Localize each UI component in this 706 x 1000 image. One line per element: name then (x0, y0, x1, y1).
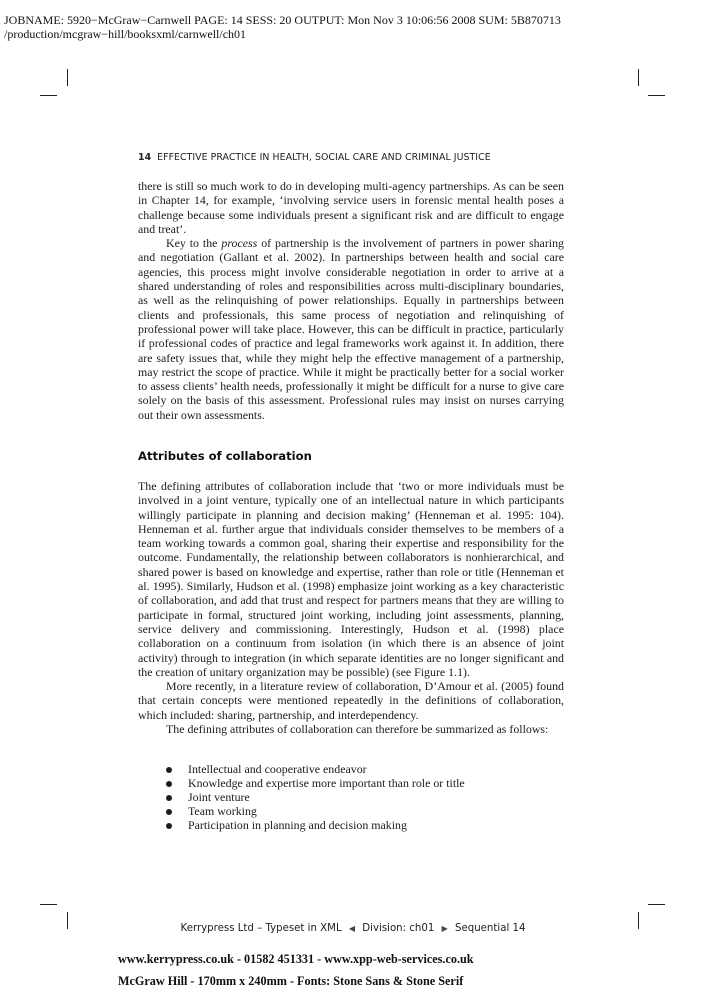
body-upper (138, 179, 564, 422)
crop-mark-top-right-h (648, 95, 665, 96)
section-heading: Attributes of collaboration (138, 449, 312, 463)
paragraph-5: The defining attributes of collaboration can therefore be summarized as follows: (166, 722, 549, 737)
running-head (138, 152, 491, 163)
list-item-text: Participation in planning and decision making (188, 817, 407, 832)
crop-mark-top-left-h (40, 95, 57, 96)
job-header (4, 13, 694, 41)
list-item (166, 777, 465, 791)
list-item-text: Team working (188, 803, 257, 818)
running-head-title: EFFECTIVE PRACTICE IN HEALTH, SOCIAL CARE AND CRIMINAL JUSTICE (157, 152, 491, 163)
left-arrow-icon: ◀ (348, 924, 356, 933)
paragraph-3: The defining attributes of collaboration include that ‘two or more individuals must be involved in a joint venture, typically one of an intellectual nature in which participants willingly participate in planning and decision making’ (Henneman et al. 1995: 104). Henneman et al. further argue that individuals consider themselves to be members of a team working towards a common goal, sharing their expertise and responsibility for the outcome. Fundamentally, the relationship between collaborators is nonhierarchical, and shared power is based on knowledge and expertise, rather than role or title (Henneman et al. 1995). Similarly, Hudson et al. (1998) emphasize joint working as a key characteristic of collaboration, and add that trust and respect for partners means that they are willing to participate in formal, structured joint working, including joint assessments, planning, service delivery and commissioning. Interestingly, Hudson et al. (1998) place collaboration on a continuum from isolation (in which there is an absence of joint activity) through to integration (in which separate identities are no longer significant and the creation of unitary organization may be possible) (see Figure 1.1). (138, 479, 564, 679)
paragraph-2-italic: process (221, 236, 258, 251)
paragraph-2 (138, 236, 564, 422)
attributes-list (166, 763, 465, 833)
paragraph-2-start: Key to the (166, 236, 222, 251)
bullet-icon (166, 781, 172, 787)
bullet-icon (166, 823, 172, 829)
paragraph-1: there is still so much work to do in developing multi-agency partnerships. As can be seen in Chapter 14, for example, ‘involving service users in forensic mental health poses a challenge because some individuals present a significant risk and are difficult to engage and treat’. (138, 179, 564, 236)
crop-mark-top-left (67, 69, 68, 86)
body-lower (138, 479, 564, 736)
list-item (166, 805, 465, 819)
crop-mark-top-right (638, 69, 639, 86)
typeset-division: Division: ch01 (362, 923, 435, 934)
crop-mark-bottom-right-h (648, 904, 665, 905)
paragraph-2-rest: of partnership is the involvement of partners in power sharing and negotiation (Gallant et al. 2002). In partnerships between health and social care agencies, this process might involve considerable negotiation in order to arrive at a shared understanding of roles and responsibilities across multi-disciplinary boundaries, as well as the relinquishing of power relationships. Equally in partnerships between clients and professionals, this same process of negotiation and relinquishing of professional power will take place. However, this can be difficult in practice, particularly if professional codes of practice and legal frameworks work against it. In addition, there are safety issues that, while they might help the effective management of a partnership, may restrict the scope of practice. While it might be practically better for a social worker to assess clients’ health needs, professionally it might be difficult for a nurse to give care solely on the basis of this assessment. Professional rules may insist on nurses carrying out their own assessments. (138, 236, 564, 422)
paragraph-4: More recently, in a literature review of collaboration, D’Amour et al. (2005) found that certain concepts were mentioned repeatedly in the definitions of collaboration, which included: sharing, partnership, and interdependency. (138, 679, 564, 722)
page-number: 14 (138, 152, 152, 163)
footer-format-line: McGraw Hill - 170mm x 240mm - Fonts: Stone Sans & Stone Serif (118, 974, 464, 988)
list-item-text: Joint venture (188, 789, 250, 804)
job-info-line: JOBNAME: 5920−McGraw−Carnwell PAGE: 14 SESS: 20 OUTPUT: Mon Nov 3 10:06:56 2008 SUM: 5B870713 (4, 13, 561, 27)
crop-mark-bottom-left-h (40, 904, 57, 905)
list-item-text: Intellectual and cooperative endeavor (188, 762, 367, 776)
list-item (166, 763, 465, 777)
right-arrow-icon: ▶ (441, 924, 448, 933)
bullet-icon (166, 795, 172, 801)
typeset-footer (0, 923, 706, 934)
typeset-company: Kerrypress Ltd – Typeset in XML (180, 923, 342, 934)
footer-contact-line: www.kerrypress.co.uk - 01582 451331 - www.xpp-web-services.co.uk (118, 952, 474, 966)
typeset-sequential: Sequential 14 (455, 923, 526, 934)
job-path-line: /production/mcgraw−hill/booksxml/carnwell/ch01 (4, 27, 247, 41)
bullet-icon (166, 767, 172, 773)
list-item-text: Knowledge and expertise more important than role or title (188, 775, 465, 790)
list-item (166, 819, 465, 833)
bullet-icon (166, 809, 172, 815)
list-item (166, 791, 465, 805)
